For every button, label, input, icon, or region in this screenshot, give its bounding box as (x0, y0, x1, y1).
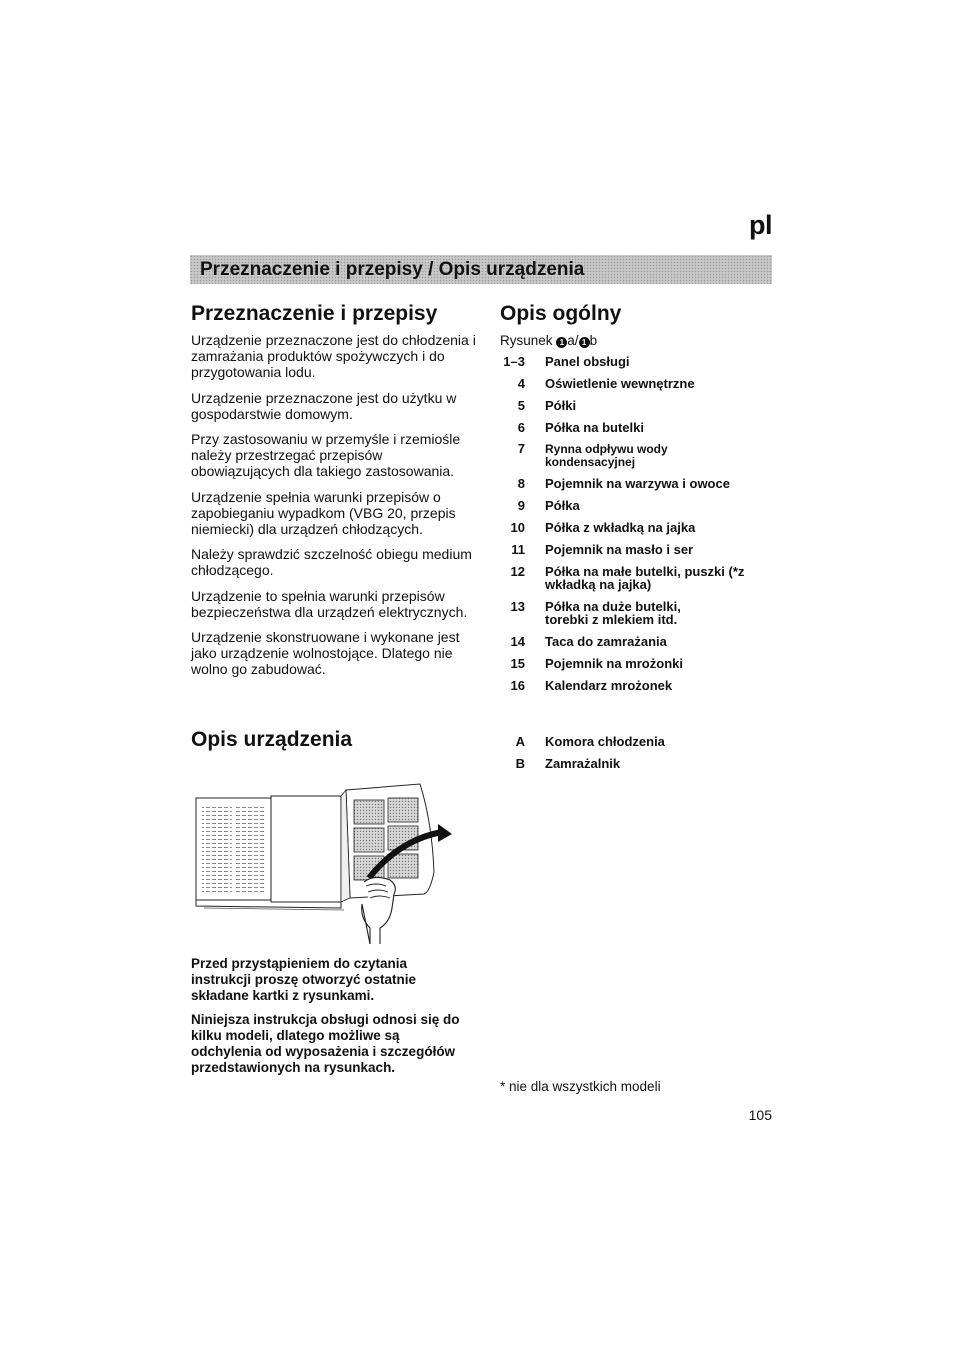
compartments-legend (500, 735, 780, 770)
paragraph: Urządzenie skonstruowane i wykonane jest jako urządzenie wolnostojące. Dlatego nie wolno go zabudować. (191, 629, 460, 678)
list-item (500, 443, 780, 468)
item-label: Półka (545, 498, 580, 513)
foldout-illustration (194, 782, 456, 944)
item-number: 6 (517, 420, 525, 435)
item-label: Półka z wkładką na jajka (545, 520, 696, 535)
list-item (500, 421, 780, 434)
heading-general-description: Opis ogólny (500, 302, 622, 325)
list-item (500, 399, 780, 412)
parts-legend (500, 355, 780, 692)
purpose-text (191, 332, 476, 687)
item-label: Oświetlenie wewnętrzne (545, 376, 695, 391)
notes (191, 956, 461, 1084)
item-label: Panel obsługi (545, 354, 630, 369)
section-banner (190, 255, 772, 284)
item-label: Pojemnik na masło i ser (545, 542, 694, 557)
item-number: 5 (517, 398, 525, 413)
figure-number-badge-icon: 1 (579, 337, 590, 348)
item-label: Zamrażalnik (545, 756, 621, 771)
note: Niniejsza instrukcja obsługi odnosi się do kilku modeli, dlatego możliwe są odchylenia od wyposażenia i szczegółów przedstawionych na rysunkach. (191, 1012, 460, 1075)
note: Przed przystąpieniem do czytania instrukcji proszę otworzyć ostatnie składane kartki z rysunkami. (191, 956, 417, 1003)
heading-purpose: Przeznaczenie i przepisy (191, 302, 438, 325)
figure-prefix: Rysunek (500, 333, 553, 348)
figure-number-badge-icon: 1 (556, 337, 567, 348)
list-item (500, 543, 780, 556)
list-item (500, 499, 780, 512)
page-number: 105 (748, 1107, 772, 1123)
item-number: 7 (517, 441, 525, 456)
item-number: 11 (511, 542, 525, 557)
list-item (500, 477, 780, 490)
item-number: 8 (517, 476, 525, 491)
list-item (500, 635, 780, 648)
item-number: 14 (510, 634, 525, 649)
item-number: A (515, 734, 525, 749)
heading-device-description: Opis urządzenia (191, 728, 353, 751)
item-label: Pojemnik na mrożonki (545, 656, 683, 671)
item-number: 12 (510, 564, 525, 579)
item-number: B (515, 756, 525, 771)
paragraph: Urządzenie to spełnia warunki przepisów bezpieczeństwa dla urządzeń elektrycznych. (191, 587, 468, 620)
item-number: 15 (510, 656, 525, 671)
item-number: 9 (517, 498, 525, 513)
item-label: Półka na małe butelki, puszki (*z wkładką na jajka) (545, 564, 745, 592)
list-item (500, 377, 780, 390)
list-item (500, 757, 780, 770)
list-item (500, 657, 780, 670)
paragraph: Należy sprawdzić szczelność obiegu medium chłodzącego. (191, 546, 472, 579)
item-label: Półki (545, 398, 577, 413)
item-label: Komora chłodzenia (545, 734, 665, 749)
figure-part-b: b (589, 333, 598, 348)
list-item (500, 600, 780, 626)
item-label: Pojemnik na warzywa i owoce (545, 476, 730, 491)
paragraph: Przy zastosowaniu w przemyśle i rzemiośle należy przestrzegać przepisów obowiązujących dla takiego zastosowania. (191, 431, 461, 480)
item-number: 13 (510, 599, 525, 614)
list-item (500, 679, 780, 692)
footnote: * nie dla wszystkich modeli (500, 1079, 661, 1094)
list-item (500, 735, 780, 748)
item-number: 10 (510, 520, 525, 535)
item-label: Półka na duże butelki, torebki z mlekiem itd. (545, 599, 681, 627)
banner-title: Przeznaczenie i przepisy / Opis urządzenia (200, 259, 585, 280)
language-code: pl (749, 210, 772, 240)
paragraph: Urządzenie spełnia warunki przepisów o zapobieganiu wypadkom (VBG 20, przepis niemiecki) dla urządzeń chłodzących. (191, 488, 456, 538)
list-item (500, 565, 780, 591)
list-item (500, 521, 780, 534)
figure-reference (500, 333, 597, 348)
item-number: 4 (517, 376, 525, 391)
list-item (500, 355, 780, 368)
paragraph: Urządzenie przeznaczone jest do chłodzenia i zamrażania produktów spożywczych i do przygotowania lodu. (191, 332, 476, 381)
figure-part-a: a/ (567, 333, 579, 348)
item-number: 1–3 (503, 354, 525, 369)
item-label: Rynna odpływu wody kondensacyjnej (545, 442, 668, 469)
item-label: Taca do zamrażania (545, 634, 667, 649)
item-number: 16 (510, 678, 525, 693)
item-label: Półka na butelki (545, 420, 644, 435)
paragraph: Urządzenie przeznaczone jest do użytku w gospodarstwie domowym. (191, 389, 457, 422)
item-label: Kalendarz mrożonek (545, 678, 673, 693)
